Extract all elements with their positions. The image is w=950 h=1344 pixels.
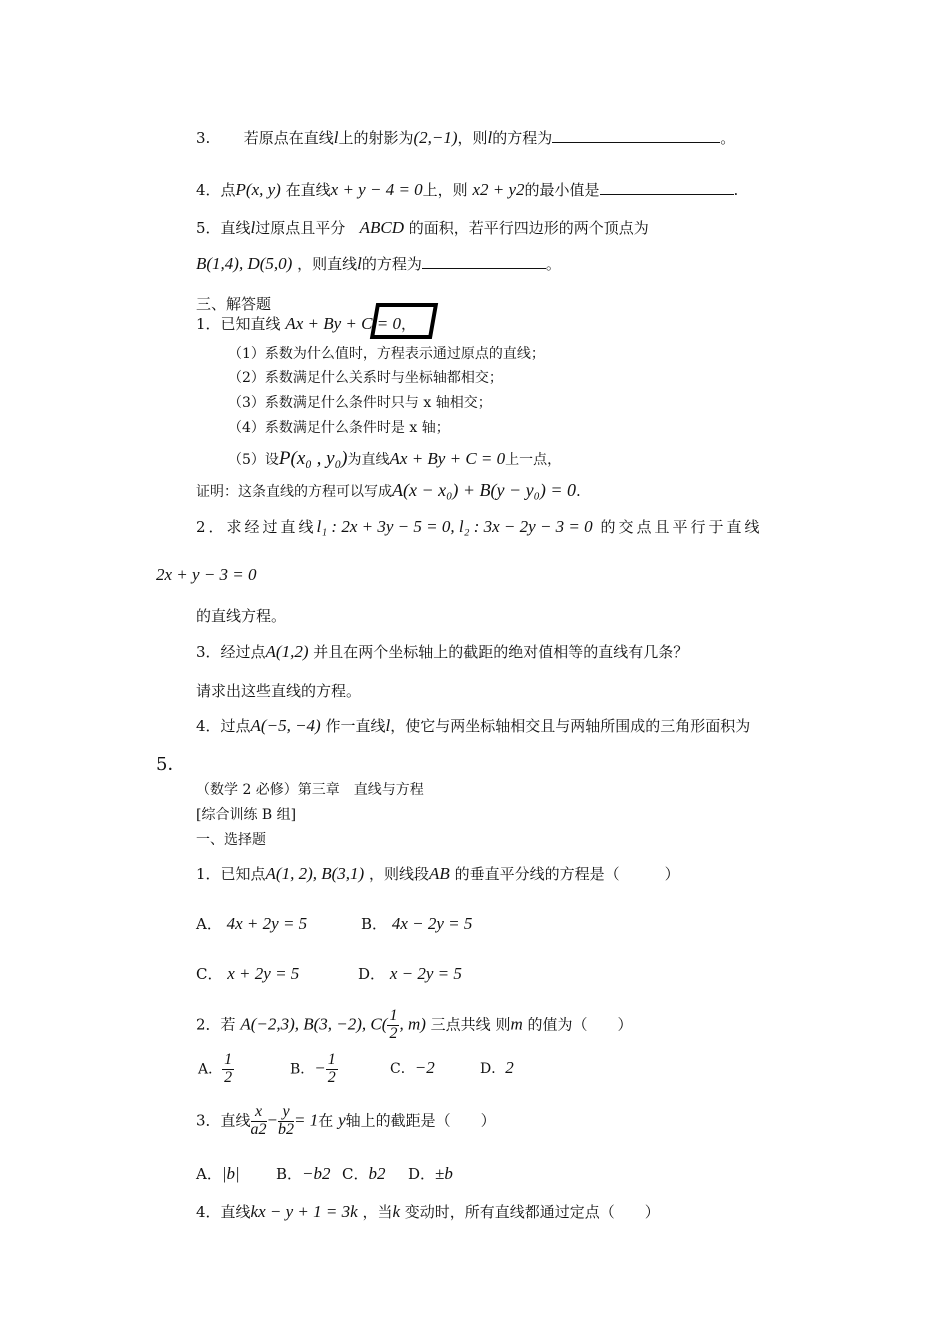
solve-q1-sub4: （4）系数满足什么条件时是 x 轴； xyxy=(228,420,450,436)
choice-heading: 一、选择题 xyxy=(196,832,266,848)
group-label: [综合训练 B 组] xyxy=(196,807,297,823)
answer-blank[interactable] xyxy=(422,254,546,269)
answer-blank[interactable] xyxy=(600,180,734,195)
answer-blank[interactable] xyxy=(552,128,720,143)
section-heading: 三、解答题 xyxy=(196,295,272,313)
choice-q2: 2．若 A(−2,3), B(3, −2), C( $\frac{1}{2}$ , m) 三点共线 则m 的值为（ ） xyxy=(196,1007,633,1042)
solve-q3: 3．经过点A(1,2) 并且在两个坐标轴上的截距的绝对值相等的直线有几条？ xyxy=(196,642,689,661)
solve-q1-proof: 证明：这条直线的方程可以写成A(x − x₀) + B(y − y₀) = 0. xyxy=(196,480,581,500)
choice-q4: 4．直线kx − y + 1 = 3k ，当k 变动时，所有直线都通过定点（ ） xyxy=(196,1202,660,1221)
solve-q1-sub1: （1）系数为什么值时，方程表示通过原点的直线； xyxy=(228,346,545,362)
solve-q4: 4．过点A(−5, −4) 作一直线l，使它与两坐标轴相交且与两轴所围成的三角形面积为 xyxy=(196,716,751,735)
choice-q1-opt-CD: C． x + 2y = 5 D． x − 2y = 5 xyxy=(196,964,462,983)
solve-q4-line2: 5． xyxy=(156,754,186,775)
solve-q3-line2: 请求出这些直线的方程。 xyxy=(196,682,362,700)
choice-q3-options: A．|b| B．−b2 C．b2 D．±b xyxy=(196,1164,453,1183)
fill-q5-line2: B(1,4), D(5,0) ，则直线l的方程为 。 xyxy=(196,254,561,273)
solve-q2-tail: 的直线方程。 xyxy=(196,607,287,625)
chapter-title: （数学 2 必修）第三章 直线与方程 xyxy=(196,782,424,798)
highlight-box xyxy=(370,303,438,339)
choice-q1-opt-AB: A． 4x + 2y = 5 B． 4x − 2y = 5 xyxy=(196,914,473,933)
fill-q5-line1: 5．直线l过原点且平分 ABCD 的面积，若平行四边形的两个顶点为 xyxy=(196,218,649,237)
solve-q2-line: 2x + y − 3 = 0 xyxy=(156,565,257,584)
choice-q3: 3．直线 $\frac{x}{a2}$ − $\frac{y}{b2}$ = 1在 y轴上的截距是（ ） xyxy=(196,1103,496,1138)
solve-q1-sub3: （3）系数满足什么条件时只与 x 轴相交； xyxy=(228,395,492,411)
fill-q4: 4．点P(x, y) 在直线x + y − 4 = 0上，则 x2 + y2的最小值是 . xyxy=(196,180,739,199)
solve-q2: 2．求经过直线l₁ : 2x + 3y − 5 = 0, l₂ : 3x − 2y − 3 = 0 的交点且平行于直线 xyxy=(196,517,763,536)
choice-q1: 1．已知点A(1, 2), B(3,1) ，则线段AB 的垂直平分线的方程是（ ） xyxy=(196,864,680,883)
fraction: $\frac{1}{2}$ xyxy=(389,1007,398,1042)
fill-q3: 3. 若原点在直线l上的射影为(2,−1)，则l的方程为 。 xyxy=(196,128,736,147)
solve-q1: 1．已知直线 Ax + By + C = 0， xyxy=(196,314,416,333)
solve-q1-sub5: （5）设P(x₀ , y₀)为直线Ax + By + C = 0上一点， xyxy=(228,448,562,469)
choice-q2-options: A． $\frac{1}{2}$ B．− $\frac{1}{2}$ C．−2 D．2 xyxy=(198,1051,514,1086)
solve-q1-sub2: （2）系数满足什么关系时与坐标轴都相交； xyxy=(228,370,503,386)
